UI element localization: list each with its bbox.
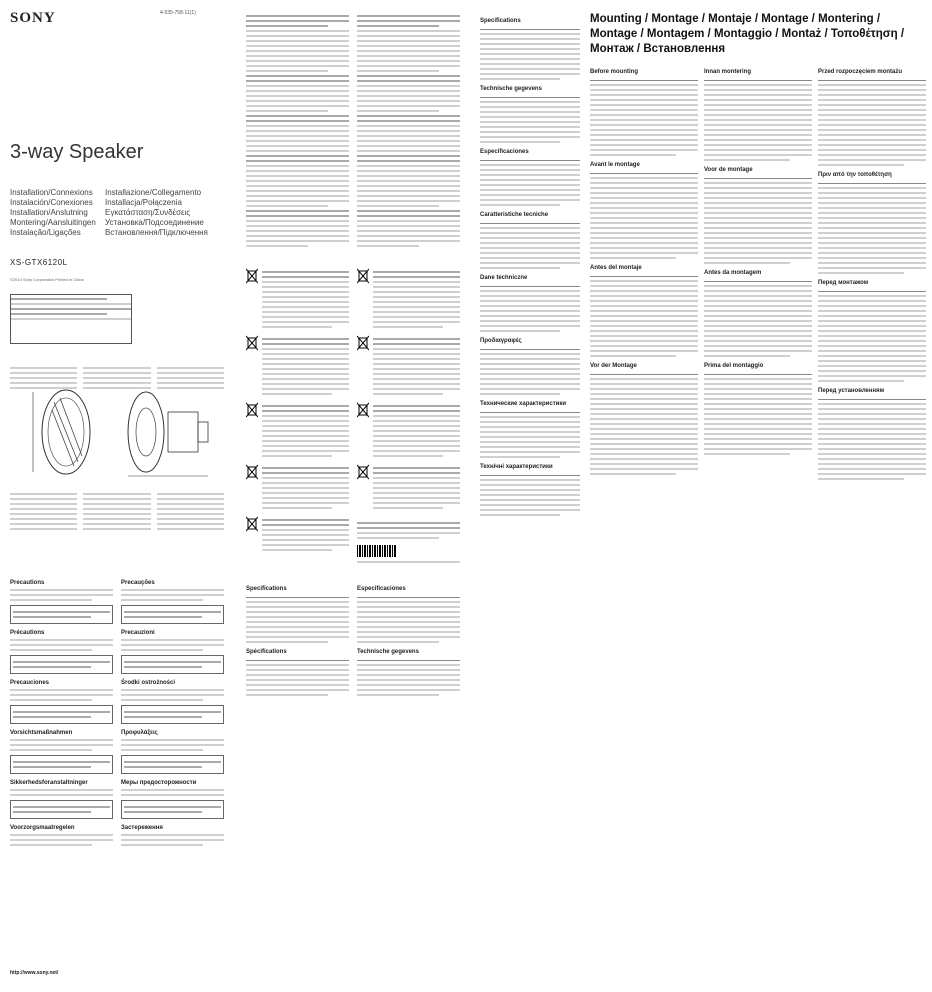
spec-heading: Specifications <box>246 586 287 592</box>
mount-section-heading: Перед монтажом <box>818 280 869 286</box>
mounting-columns <box>590 63 926 483</box>
mount-section-heading: Before mounting <box>590 69 638 75</box>
section-heading: Précautions <box>10 630 45 636</box>
inst-title: Installacja/Połączenia <box>105 198 182 207</box>
section-heading: Precauciones <box>10 680 50 686</box>
spec-heading: Especificaciones <box>480 149 529 155</box>
disposal-panel <box>240 0 466 992</box>
spec-heading: Specifications <box>480 18 521 24</box>
section-heading: Меры предосторожности <box>121 780 197 786</box>
mounting-heading: Mounting / Montage / Montaje / Montage / Montering / Montage / Montagem / Montaggio / Montaż / Τοποθέτηση / Монтаж / Встановлення <box>590 13 905 55</box>
crossed-bin-icon <box>357 268 369 284</box>
mount-section-heading: Vor der Montage <box>590 363 637 369</box>
inst-title: Installation/Anslutning <box>10 208 88 217</box>
specifications-panel <box>474 0 584 992</box>
spec-heading: Технічні характеристики <box>480 464 553 470</box>
reference-labels <box>10 490 224 533</box>
mount-section-heading: Antes da montagem <box>704 270 762 276</box>
section-heading: Застереження <box>121 825 163 831</box>
inst-title: Εγκατάσταση/Συνδέσεις <box>105 208 191 217</box>
spec-heading: Dane techniczne <box>480 275 528 281</box>
inst-title: Installation/Connexions <box>10 188 93 197</box>
precautions-columns <box>10 574 224 849</box>
crossed-bin-icon <box>357 464 369 480</box>
crossed-bin-icon <box>246 335 258 351</box>
spec-heading: Технические характеристики <box>480 401 567 407</box>
spec-heading: Spécifications <box>246 649 287 655</box>
crossed-bin-icon <box>246 268 258 284</box>
mount-section-heading: Prima del montaggio <box>704 363 764 369</box>
mount-section-heading: Innan montering <box>704 69 751 75</box>
copyright: ©2014 Sony Corporation Printed in China <box>10 277 84 282</box>
crossed-bin-icon <box>246 402 258 418</box>
section-heading: Środki ostrożności <box>121 680 176 686</box>
mount-section-heading: Voor de montage <box>704 167 753 173</box>
section-heading: Precauções <box>121 580 155 586</box>
section-heading: Precautions <box>10 580 45 586</box>
spec-heading: Technische gegevens <box>480 86 542 92</box>
crossed-bin-icon <box>357 402 369 418</box>
section-heading: Vorsichtsmaßnahmen <box>10 730 73 736</box>
disposal-text-columns <box>246 12 460 250</box>
spec-heading: Technische gegevens <box>357 649 419 655</box>
mount-section-heading: Πριν από την τοποθέτηση <box>818 172 892 178</box>
mounting-panel <box>584 0 930 992</box>
section-heading: Precauzioni <box>121 630 155 636</box>
cover-panel <box>0 0 232 992</box>
mount-section-heading: Avant le montage <box>590 162 640 168</box>
brand-logo: SONY <box>10 10 56 26</box>
product-title: 3-way Speaker <box>10 141 144 163</box>
crossed-bin-icon <box>357 335 369 351</box>
spec-columns-left <box>246 580 460 699</box>
installation-titles <box>10 188 224 238</box>
barcode <box>357 545 397 557</box>
section-heading: Voorzorgsmaatregelen <box>10 825 75 831</box>
spec-heading: Especificaciones <box>357 586 406 592</box>
speaker-dimension-diagram <box>18 386 214 478</box>
section-heading: Προφυλάξεις <box>121 730 158 736</box>
website-url[interactable]: http://www.sony.net/ <box>10 970 59 976</box>
weee-notices <box>246 268 460 566</box>
model-number: XS-GTX6120L <box>10 258 68 267</box>
part-number: 4-535-758-11(1) <box>160 10 196 16</box>
inst-title: Установка/Подсоединение <box>105 218 204 227</box>
section-heading: Sikkerhedsforanstaltninger <box>10 780 88 786</box>
crossed-bin-icon <box>246 464 258 480</box>
mount-section-heading: Antes del montaje <box>590 265 642 271</box>
inst-title: Installazione/Collegamento <box>105 188 202 197</box>
crossed-bin-icon <box>246 516 258 532</box>
importer-box <box>10 294 132 344</box>
mount-section-heading: Przed rozpoczęciem montażu <box>818 69 903 75</box>
inst-title: Instalación/Conexiones <box>10 198 93 207</box>
inst-title: Montering/Aansluitingen <box>10 218 96 227</box>
mount-section-heading: Перед установленням <box>818 388 885 394</box>
spec-heading: Προδιαγραφές <box>480 338 522 344</box>
inst-title: Instalação/Ligações <box>10 228 81 237</box>
inst-title: Встановлення/Підключення <box>105 228 208 237</box>
spec-heading: Caratteristiche tecniche <box>480 212 549 218</box>
